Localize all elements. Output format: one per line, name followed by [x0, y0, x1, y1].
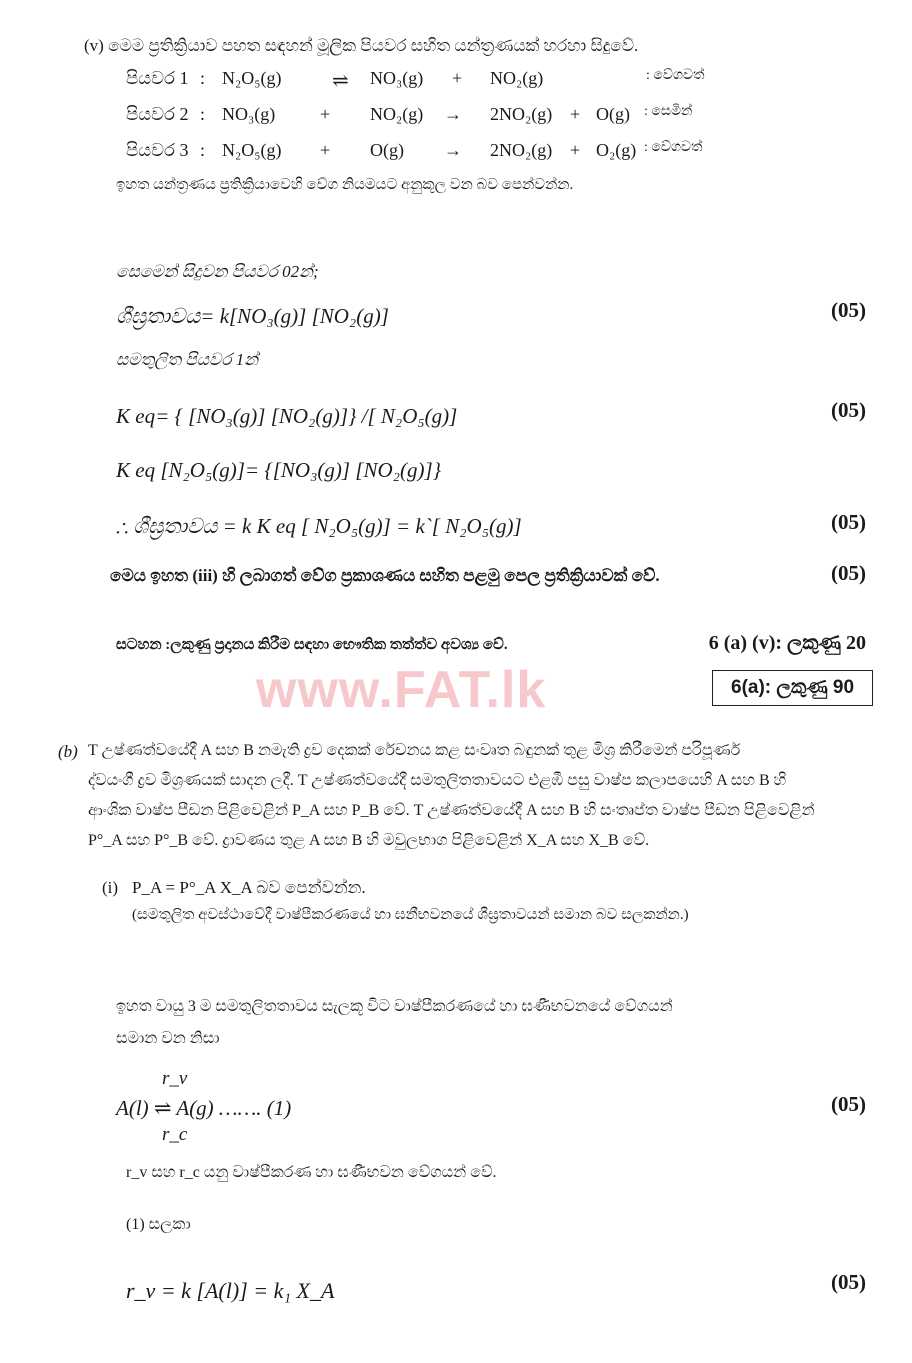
equilibrium-arrow-icon: ⇌	[332, 70, 349, 92]
answer-b-line-4: (1) සලකා	[126, 1216, 191, 1233]
arrow-icon: →	[444, 140, 462, 160]
equilibrium-equation: A(l) ⇌ A(g) ……. (1)	[116, 1096, 292, 1120]
rate-vaporization-label: r_v	[162, 1068, 188, 1089]
step-product: 2NO₂(g)	[490, 104, 553, 124]
rate-condensation-label: r_c	[162, 1124, 188, 1145]
answer-rate-equation: ශීඝ්‍රතාවය= k[NO₃(g)] [NO₂(g)]	[116, 304, 389, 328]
marking-note: සටහන :ලකුණු ප්‍රදානය කිරීම සඳහා භෞතික තත්ත්ව අවශ්‍ය වේ.	[116, 637, 508, 653]
question-b-i-label: (i)	[102, 878, 119, 897]
question-b-label: (b)	[58, 742, 78, 761]
answer-b-line-2: සමාන වන නිසා	[116, 1030, 220, 1047]
step-product: O₂(g)	[596, 140, 637, 160]
step-speed: : වේගවත්	[646, 68, 705, 83]
subtotal-marks: 6 (a) (v): ලකුණු 20	[708, 632, 866, 654]
answer-line-equilibrium-step: සමතුලිත පියවර 1න්	[116, 350, 259, 369]
plus-sign: +	[320, 104, 331, 124]
answer-keq-rearranged: K eq [N₂O₅(g)]= {[NO₃(g)] [NO₂(g)]}	[116, 458, 442, 482]
step-label: පියවර 2	[126, 104, 189, 124]
question-b-i-hint: (සමතුලිත අවස්ථාවේදී වාෂ්පීකරණයේ හා ඝනීභවනයේ ශීඝ්‍රතාවයන් සමාන බව සලකන්න.)	[132, 907, 689, 923]
question-b-line-4: P°_A සහ P°_B වේ. ද්‍රාවණය තුළ A සහ B හි මවුලභාග පිළිවෙළින් X_A සහ X_B වේ.	[88, 832, 650, 849]
plus-sign: +	[452, 68, 463, 88]
plus-sign: +	[570, 140, 581, 160]
answer-keq-expression: K eq= { [NO₃(g)] [NO₂(g)]} /[ N₂O₅(g)]	[116, 404, 458, 428]
question-v-instruction: ඉහත යන්ත්‍රණය ප්‍රතික්‍රියාවෙහි වේග නියමයට අනුකූල වන බව පෙන්වන්න.	[116, 177, 574, 193]
step-reactant: N₂O₅(g)	[222, 68, 282, 88]
marks: (05)	[831, 1092, 866, 1116]
total-marks-box: 6(a): ලකුණු 90	[712, 670, 873, 706]
step-product: O(g)	[596, 104, 630, 124]
question-b-i-text: P_A = P°_A X_A බව පෙන්වන්න.	[132, 878, 366, 897]
step-label: පියවර 1	[126, 68, 189, 88]
question-v	[84, 36, 638, 56]
step-speed: : වේගවත්	[644, 140, 703, 155]
step-product: NO₂(g)	[490, 68, 544, 88]
question-b-line-1: T උෂ්ණත්වයේදී A සහ B නමැති ද්‍රව දෙකක් රේචනය කළ සංවෘත බඳුනක් තුළ මිශ්‍ර කිරීමෙන් පරිපූර්ණ	[88, 742, 741, 759]
answer-rate-vaporization: r_v = k [A(l)] = k₁ X_A	[126, 1278, 335, 1303]
mechanism-step-2: පියවර 2 : NO₃(g) + NO₂(g) → 2NO₂(g) + O(g) : සෙමින්	[126, 104, 693, 124]
step-species: O(g)	[370, 140, 404, 160]
step-speed: : සෙමින්	[644, 104, 693, 119]
answer-conclusion: මෙය ඉහත (iii) හි ලබාගත් වේග ප්‍රකාශණය සහිත පළමු පෙල ප්‍රතික්‍රියාවක් වේ.	[110, 566, 660, 585]
marks: (05)	[831, 510, 866, 534]
mechanism-step-1: පියවර 1 : N₂O₅(g) ⇌ NO₃(g) + NO₂(g) : වේගවත්	[126, 68, 705, 92]
step-reactant: NO₃(g)	[222, 104, 276, 124]
step-label: පියවර 3	[126, 140, 189, 160]
question-v-label: (v)	[84, 36, 104, 55]
question-v-prompt: මෙම ප්‍රතික්‍රියාව පහත සඳහන් මූලික පියවර සහිත යන්ත්‍රණයක් හරහා සිදුවේ.	[108, 36, 639, 55]
step-reactant: N₂O₅(g)	[222, 140, 282, 160]
step-species: NO₃(g)	[370, 68, 424, 88]
answer-line-slow-step: සෙමෙන් සිදුවන පියවර 02න්;	[116, 262, 319, 281]
mechanism-step-3: පියවර 3 : N₂O₅(g) + O(g) → 2NO₂(g) + O₂(g) : වේගවත්	[126, 140, 703, 160]
step-species: NO₂(g)	[370, 104, 424, 124]
watermark: www.FAT.lk	[256, 661, 547, 719]
answer-b-line-1: ඉහත වායු 3 ම සමතුලිතතාවය සැලකූ විට වාෂ්පීකරණයේ හා ඝණීභවනයේ වේගයන්	[116, 998, 673, 1015]
marks: (05)	[831, 298, 866, 322]
arrow-icon: →	[444, 104, 462, 124]
marks: (05)	[831, 398, 866, 422]
plus-sign: +	[320, 140, 331, 160]
answer-final-rate: ∴ ශීඝ්‍රතාවය = k K eq [ N₂O₅(g)] = k`[ N₂O₅(g)]	[116, 514, 522, 538]
answer-b-line-3: r_v සහ r_c යනු වාෂ්පීකරණ හා ඝණීභවන වේගයන් වේ.	[126, 1164, 497, 1181]
question-b-line-3: ආංශික වාෂ්ප පීඩන පිළිවෙළින් P_A සහ P_B වේ. T උෂ්ණත්වයේදී A සහ B හි සංතෘප්ත වාෂ්ප පීඩන පිළිවෙළින්	[88, 802, 815, 819]
step-product: 2NO₂(g)	[490, 140, 553, 160]
marks: (05)	[831, 1270, 866, 1294]
marks: (05)	[831, 561, 866, 585]
question-b-line-2: ද්වයංගී ද්‍රව මිශ්‍රණයක් සාදන ලදී. T උෂ්ණත්වයේදී සමතුලිතතාවයට එළඹී පසු වාෂ්ප කලාපයෙහි A සහ B හි	[88, 772, 787, 789]
plus-sign: +	[570, 104, 581, 124]
